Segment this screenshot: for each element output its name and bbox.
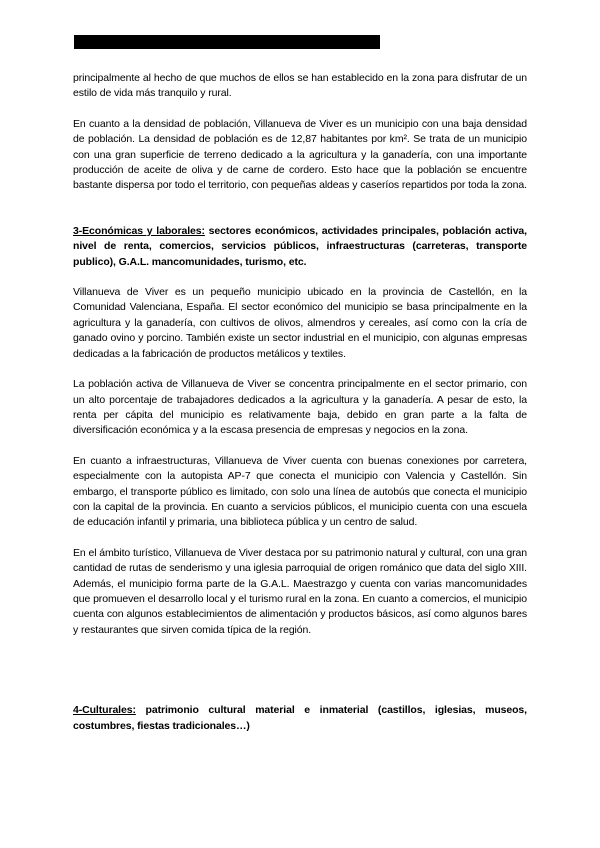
section-3-heading	[73, 224, 527, 270]
section-4-topics: patrimonio cultural material e inmaterial (castillos, iglesias, museos, costumbres, fiestas tradicionales…)	[73, 704, 527, 732]
paragraph-active-population: La población activa de Villanueva de Viver se concentra principalmente en el sector primario, con un alto porcentaje de trabajadores dedicados a la agricultura y la ganadería. A pesar de esto, la renta per cápita del municipio es relativamente baja, debido en gran parte a la falta de diversificación económica y a la escasa presencia de empresas y negocios en la zona.	[73, 378, 527, 437]
section-4-label: 4-Culturales:	[73, 704, 136, 717]
paragraph-infrastructure: En cuanto a infraestructuras, Villanueva de Viver cuenta con buenas conexiones por carretera, especialmente con la autopista AP-7 que conecta el municipio con Valencia y Castellón. Sin embargo, el transporte público es limitado, con solo una línea de autobús que conecta el municipio con la capital de la provincia. En cuanto a servicios públicos, el municipio cuenta con una escuela de educación infantil y primaria, una biblioteca pública y un centro de salud.	[73, 454, 527, 529]
paragraph-economic-sectors: Villanueva de Viver es un pequeño municipio ubicado en la provincia de Castellón, en la Comunidad Valenciana, España. El sector económico del municipio se basa principalmente en la agricultura y la ganadería, con cultivos de olivos, almendros y cereales, así como con la cría de ganado ovino y porcino. También existe un sector industrial en el municipio, con algunas empresas dedicadas a la fabricación de productos metálicos y textiles.	[73, 286, 527, 360]
paragraph-rural-lifestyle: principalmente al hecho de que muchos de ellos se han establecido en la zona para disfrutar de un estilo de vida más tranquilo y rural.	[73, 72, 527, 100]
paragraph-population-density: En cuanto a la densidad de población, Villanueva de Viver es un municipio con una baja densidad de población. La densidad de población es de 12,87 habitantes por km². Se trata de un municipio con una gran superficie de terreno dedicado a la agricultura y la ganadería, con una importante producción de aceite de oliva y de carne de cordero. Esto hace que la población se encuentre bastante dispersa por todo el territorio, con pequeñas aldeas y caseríos repartidos por toda la zona.	[73, 117, 527, 192]
redacted-header-bar	[74, 35, 380, 49]
section-4-heading	[73, 703, 527, 734]
paragraph-tourism-commerce: En el ámbito turístico, Villanueva de Viver destaca por su patrimonio natural y cultural, con una gran cantidad de rutas de senderismo y una iglesia parroquial de origen románico que data del siglo XIII. Además, el municipio forma parte de la G.A.L. Maestrazgo y cuenta con varias mancomunidades que promueven el desarrollo local y el turismo rural en la zona. En cuanto a comercios, el municipio cuenta con algunos establecimientos de alimentación y productos básicos, así como algunos bares y restaurantes que sirven comida típica de la región.	[73, 546, 528, 636]
section-3-label: 3-Económicas y laborales:	[73, 224, 205, 237]
section-3-topics: sectores económicos, actividades principales, población activa, nivel de renta, comercios, servicios públicos, infraestructuras (carreteras, transporte publico), G.A.L. mancomunidades, turismo, etc.	[73, 224, 527, 268]
document-body	[73, 71, 527, 734]
